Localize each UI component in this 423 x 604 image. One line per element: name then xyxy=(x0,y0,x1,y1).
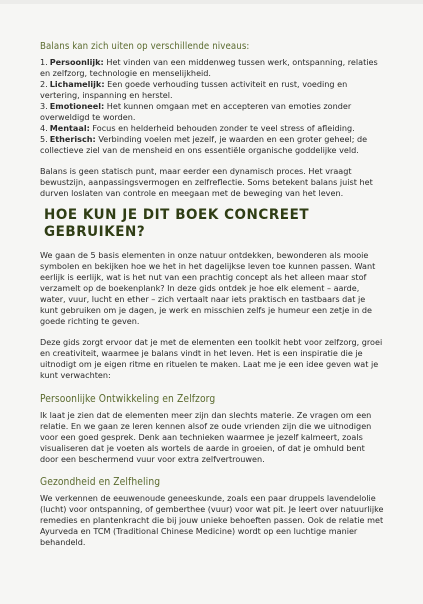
section-heading: HOE KUN JE DIT BOEK CONCREET GEBRUIKEN? xyxy=(44,207,310,240)
subsection-heading-personal: Persoonlijke Ontwikkeling en Zelfzorg xyxy=(40,394,216,405)
section-paragraph-1: We gaan de 5 basis elementen in onze natuur ontdekken, bewonderen als mooie symbolen en bekijken hoe we het in het dagelijkse leven toe kunnen passen. Want eerlijk is eerlijk, wat is het nut van een prachtig concept als het alleen maar stof verzamelt op de boekenplank? In deze gids ontdek je hoe elk element – aarde, water, vuur, lucht en ether – zich vertaalt naar iets praktisch en tastbaars dat je kunt gebruiken om je dagen, je werk en misschien zelfs je humeur een zetje in de goede richting te geven. xyxy=(40,250,376,326)
list-number: 4. xyxy=(40,123,48,133)
intro-heading: Balans kan zich uiten op verschillende niveaus: xyxy=(40,41,250,52)
list-text: Focus en helderheid behouden zonder te veel stress of afleiding. xyxy=(89,123,355,133)
list-number: 2. xyxy=(40,79,48,89)
list-item xyxy=(40,79,385,101)
list-text: Het kunnen omgaan met en accepteren van emoties zonder overweldigd te worden. xyxy=(40,101,352,122)
subsection-text-personal: Ik laat je zien dat de elementen meer zijn dan slechts materie. Ze vragen om een relatie. En we gaan ze leren kennen alsof ze oude vrienden zijn die we uitnodigen voor een goed gesprek. Denk aan technieken waarmee je jezelf kalmeert, zoals visualiseren dat je voeten als wortels de aarde in groeien, of dat je omhuld bent door een beschermend vuur voor extra zelfvertrouwen. xyxy=(40,410,372,464)
list-term: Persoonlijk: xyxy=(49,57,104,67)
list-term: Lichamelijk: xyxy=(49,79,105,89)
list-number: 1. xyxy=(40,57,48,67)
list-text: Het vinden van een middenweg tussen werk, ontspanning, relaties en zelfzorg, technologie en menselijkheid. xyxy=(40,57,378,78)
balance-paragraph: Balans is geen statisch punt, maar eerder een dynamisch proces. Het vraagt bewustzijn, aanpassingsvermogen en zelfreflectie. Soms betekent balans juist het durven loslaten van controle en meegaan met de beweging van het leven. xyxy=(40,166,373,198)
list-item xyxy=(40,57,385,79)
list-item xyxy=(40,134,385,156)
list-term: Emotioneel: xyxy=(49,101,105,111)
list-term: Etherisch: xyxy=(49,134,96,144)
list-item xyxy=(40,123,385,134)
list-text: Een goede verhouding tussen activiteit en rust, voeding en vertering, inspanning en herstel. xyxy=(40,79,348,100)
section-paragraph-2: Deze gids zorgt ervoor dat je met de elementen een toolkit hebt voor zelfzorg, groei en creativiteit, waarmee je balans vindt in het leven. Het is een inspiratie die je uitnodigt om je eigen ritme en rituelen te maken. Laat me je een idee geven wat je kunt verwachten: xyxy=(40,337,383,380)
list-text: Verbinding voelen met jezelf, je waarden en een groter geheel; de collectieve ziel van de mensheid en ons essentiële organische goddelijke veld. xyxy=(40,134,368,155)
list-number: 5. xyxy=(40,134,48,144)
levels-list xyxy=(40,57,385,156)
list-item xyxy=(40,101,385,123)
top-divider xyxy=(0,0,423,4)
list-term: Mentaal: xyxy=(49,123,90,133)
subsection-heading-health: Gezondheid en Zelfheling xyxy=(40,477,161,488)
subsection-text-health: We verkennen de eeuwenoude geneeskunde, zoals een paar druppels lavendelolie (lucht) voor ontspanning, of gemberthee (vuur) voor wat pit. Je leert over natuurlijke remedies en plantenkracht die bij jouw unieke behoeften passen. Ook de relatie met Ayurveda en TCM (Traditional Chinese Medicine) wordt op een luchtige manier behandeld. xyxy=(40,493,384,547)
list-number: 3. xyxy=(40,101,48,111)
